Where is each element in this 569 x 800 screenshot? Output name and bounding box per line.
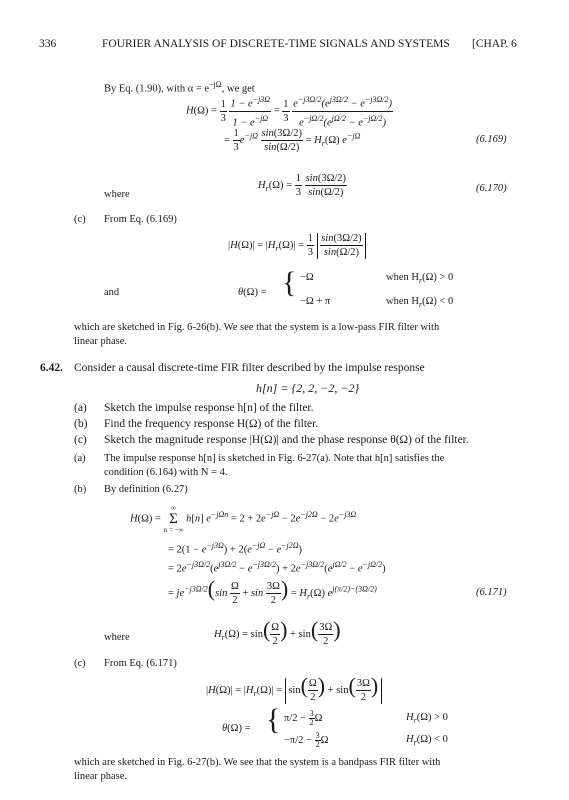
theta-lhs-2: θ(Ω) = — [222, 723, 251, 734]
theta2-cond-2: $H_r(\Omega) < 0$ — [406, 734, 448, 748]
equation-magnitude-2: $|H(\Omega)| = |H_r(\Omega)| = \sin$( $\frac{\Omega}{2}$ ) + sin( $\frac{3\Omega}{2}$ ) — [206, 675, 382, 704]
problem-item-c-text: Sketch the magnitude response |H(Ω)| and the phase response θ(Ω) of the filter. — [104, 434, 469, 446]
running-title: FOURIER ANALYSIS OF DISCRETE-TIME SIGNALS AND SYSTEMS — [102, 38, 450, 50]
problem-statement: Consider a causal discrete-time FIR filter described by the impulse response — [74, 362, 425, 374]
equation-sum-definition: H(Ω) = ∞ Σ n = −∞ h[n] $e^{-j\Omega n} = 2 + 2e^{-j\Omega} - 2e^{-j2\Omega} - 2e^{-j3\Omega}$ — [130, 504, 357, 534]
left-brace-2: { — [266, 703, 281, 736]
where-label-1: where — [104, 189, 130, 200]
eq171-label: (6.171) — [476, 587, 507, 598]
problem-number: 6.42. — [40, 362, 63, 374]
solution-b-label: (b) — [74, 484, 87, 495]
theta2-cond-1: $H_r(\Omega) > 0$ — [406, 712, 448, 726]
equation-expand-1: = $2(1 - e^{-j3\Omega}) + 2(e^{-j\Omega} - e^{-j2\Omega})$ — [168, 541, 303, 556]
conclusion-2-line-2: linear phase. — [74, 771, 128, 782]
theta-cond-2: when $H_r(\Omega) < 0$ — [386, 296, 454, 310]
problem-item-a-text: Sketch the impulse response h[n] of the filter. — [104, 402, 314, 414]
solution-c-text: From Eq. (6.171) — [104, 658, 177, 669]
and-label: and — [104, 287, 120, 298]
equation-hr-1: $H_r(\Omega)$ = $\frac{1}{3}$ $\frac{\sin(3\Omega/2)}{\sin(\Omega/2)}$ — [258, 173, 347, 198]
problem-item-a-label: (a) — [74, 402, 87, 414]
theta-lhs-1: θ(Ω) = — [238, 287, 267, 298]
conclusion-1-line-1: which are sketched in Fig. 6-26(b). We see that the system is a low-pass FIR filter with — [74, 322, 440, 333]
left-brace-1: { — [282, 266, 297, 299]
theta-cond-1: when $H_r(\Omega) > 0$ — [386, 272, 454, 286]
eq169-label: (6.169) — [476, 134, 507, 145]
where-label-2: where — [104, 632, 130, 643]
eq170-label: (6.170) — [476, 183, 507, 194]
problem-item-c-label: (c) — [74, 434, 87, 446]
part-c-label-1: (c) — [74, 214, 86, 225]
chapter-label: [CHAP. 6 — [472, 38, 517, 50]
solution-c-label: (c) — [74, 658, 86, 669]
conclusion-1-line-2: linear phase. — [74, 336, 128, 347]
theta2-case-2: −π/2 − $\frac{3}{2}$ Ω — [284, 731, 329, 749]
theta-case-2: −Ω + π — [300, 296, 331, 307]
equation-hr-2: $H_r(\Omega) = \sin$( $\frac{\Omega}{2}$ ) + sin( $\frac{3\Omega}{2}$ ) — [214, 617, 341, 648]
intro-tail: , we get — [221, 83, 255, 95]
problem-item-b-text: Find the frequency response H(Ω) of the filter. — [104, 418, 319, 430]
solution-b-text: By definition (6.27) — [104, 484, 188, 495]
equation-magnitude-1: $|H(\Omega)| = |H_r(\Omega)|$ = $\frac{1}{3}$ $\frac{\sin(3\Omega/2)}{\sin(\Omega/2)}$ — [228, 232, 366, 259]
impulse-response-eq: h[n] = {2, 2, −2, −2} — [256, 381, 360, 395]
solution-a-line-1: The impulse response h[n] is sketched in Fig. 6-27(a). Note that h[n] satisfies the — [104, 453, 445, 464]
solution-a-label: (a) — [74, 453, 86, 464]
problem-item-b-label: (b) — [74, 418, 88, 430]
theta-case-1: −Ω — [300, 272, 314, 283]
part-c-text-1: From Eq. (6.169) — [104, 214, 177, 225]
equation-expand-3: = $je^{-j3\Omega/2}(\sin$ $\frac{\Omega}{2}$ + sin $\frac{3\Omega}{2}$ ) = $H_r(\Omega)$ $e^{j(\pi/2)-(3\Omega/2)}$ — [168, 576, 377, 607]
solution-a-line-2: condition (6.164) with N = 4. — [104, 467, 228, 478]
conclusion-2-line-1: which are sketched in Fig. 6-27(b). We see that the system is a bandpass FIR filter with — [74, 757, 441, 768]
theta2-case-1: π/2 − $\frac{3}{2}$ Ω — [284, 709, 323, 727]
equation-expand-2: = $2e^{-j3\Omega/2}(e^{j3\Omega/2} - e^{-j3\Omega/2}) + 2e^{-j3\Omega/2}(e^{j\Omega/2} - e^{-j\Omega/2})$ — [168, 560, 386, 575]
page-number: 336 — [39, 38, 57, 50]
equation-h-omega-2: = $\frac{1}{3}$ $e^{-j\Omega}$ $\frac{\sin(3\Omega/2)}{\sin(\Omega/2)}$ = $H_r(\Omega)$ $e^{-j\Omega}$ — [224, 128, 361, 153]
intro-exponent: −jΩ — [209, 80, 222, 89]
intro-text: By Eq. (1.90), with α = e — [104, 83, 210, 95]
equation-h-omega-1: H(Ω) = $\frac{1}{3}$ $\frac{1 - e^{-j3\Omega}}{1 - e^{-j\Omega}}$ = $\frac{1}{3}$ $\frac{e^{-j3\Omega/2}(e^{j3\Omega/2} - e^{-j3\Omega/2})}{e^{-j\Omega/2}(e^{j\Omega/2} - e^{-j\Omega/2})}$ — [186, 95, 392, 128]
